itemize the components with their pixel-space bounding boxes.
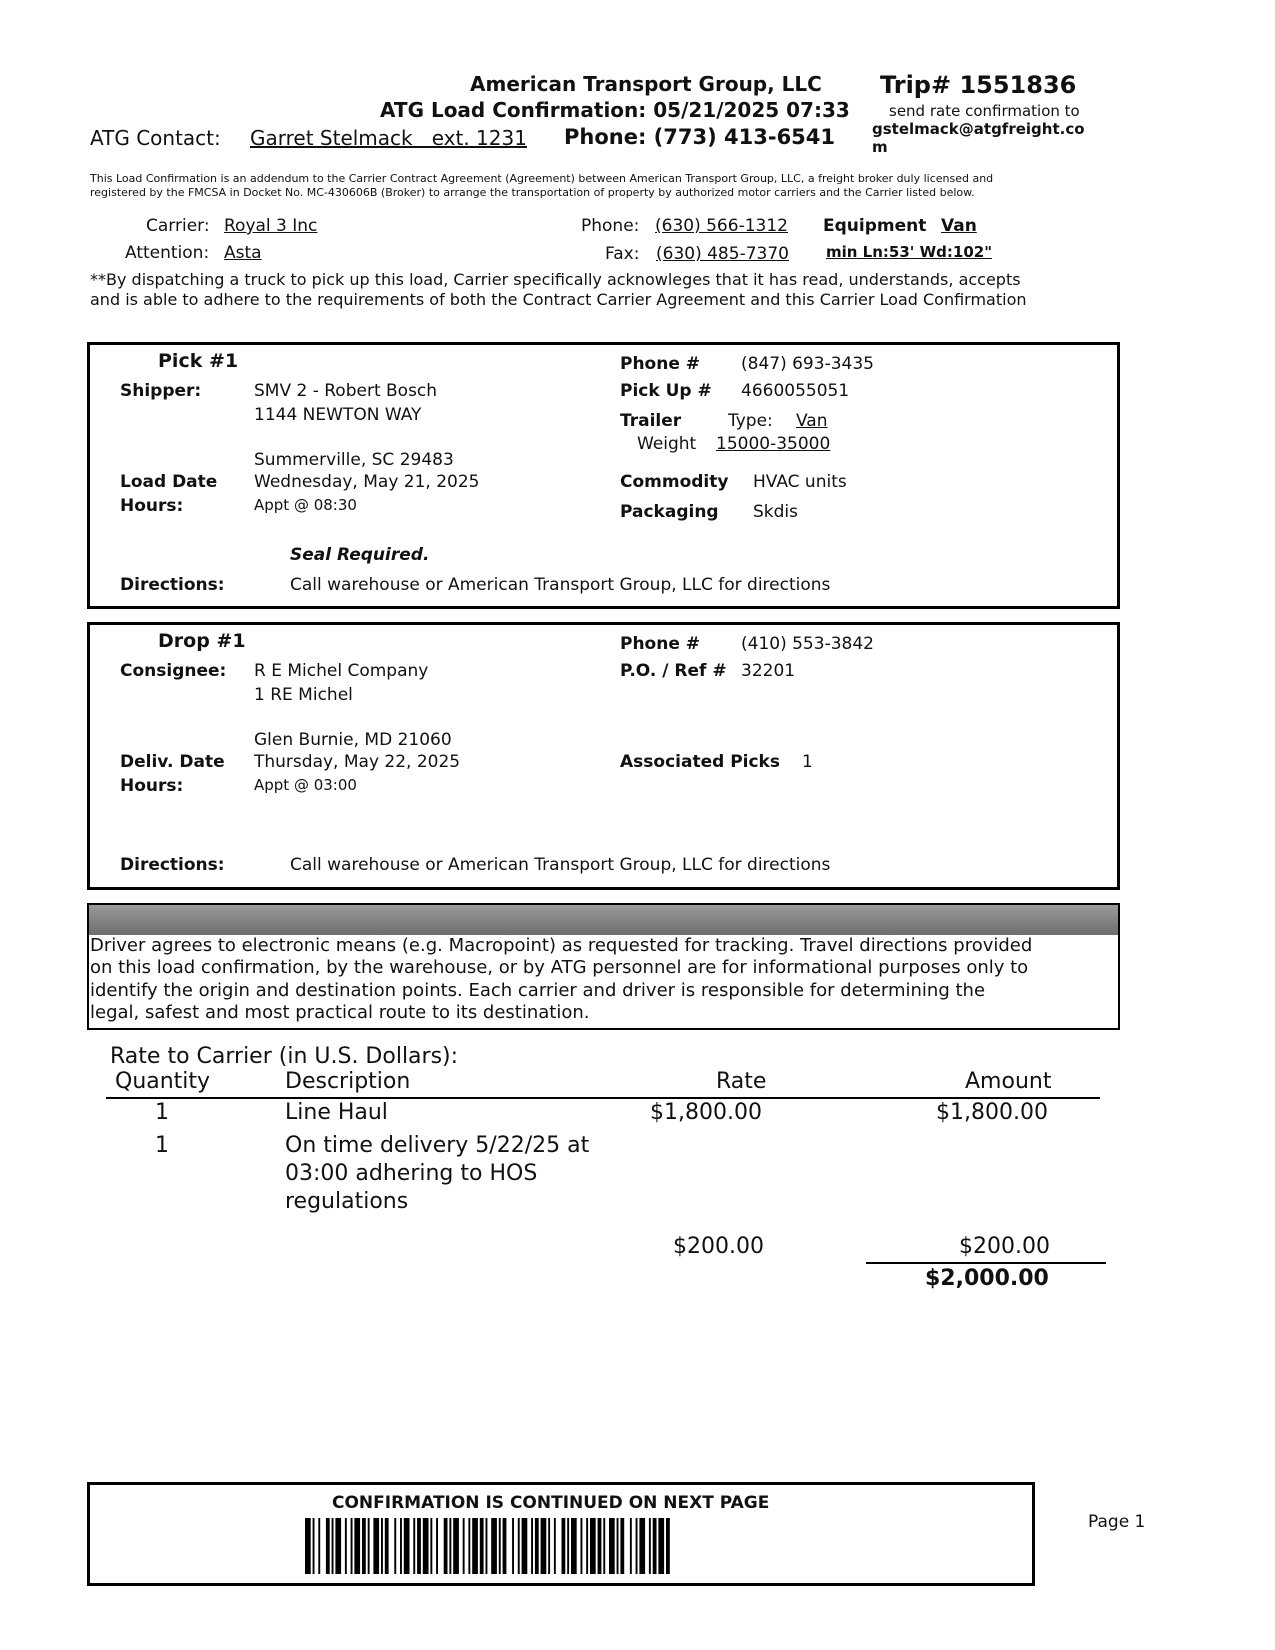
drop-phone-label: Phone # <box>620 634 701 654</box>
contact-email-line1[interactable]: gstelmack@atgfreight.co <box>872 120 1085 138</box>
consignee-label: Consignee: <box>120 661 227 681</box>
continued-notice: CONFIRMATION IS CONTINUED ON NEXT PAGE <box>332 1493 770 1513</box>
po-ref-value: 32201 <box>741 661 796 681</box>
dispatch-notice-line2: and is able to adhere to the requirements of both the Contract Carrier Agreement and this Carrier Load Confirmation <box>90 290 1027 309</box>
drop-directions-value: Call warehouse or American Transport Group, LLC for directions <box>290 855 831 875</box>
barcode-icon <box>305 1518 815 1574</box>
weight-label: Weight <box>637 434 697 454</box>
packaging-value: Skdis <box>753 502 799 522</box>
disclaimer-line2: registered by the FMCSA in Docket No. MC-430606B (Broker) to arrange the transportation of property by authorized motor carriers and the Carrier listed below. <box>90 186 975 199</box>
trailer-type-value: Van <box>796 411 828 431</box>
row1-desc: Line Haul <box>285 1100 388 1125</box>
attention-value: Asta <box>224 243 262 263</box>
commodity-value: HVAC units <box>753 472 847 492</box>
send-rate-label: send rate confirmation to <box>889 102 1080 120</box>
load-confirmation-date: ATG Load Confirmation: 05/21/2025 07:33 <box>380 98 850 122</box>
pickup-number-label: Pick Up # <box>620 381 712 401</box>
atg-contact-phone: Phone: (773) 413-6541 <box>564 125 836 149</box>
shipper-name: SMV 2 - Robert Bosch <box>254 381 438 401</box>
trailer-type-label: Type: <box>728 411 773 431</box>
attention-label: Attention: <box>125 243 210 263</box>
packaging-label: Packaging <box>620 502 719 522</box>
weight-value: 15000-35000 <box>716 434 831 454</box>
equipment-label: Equipment <box>823 216 927 236</box>
shipper-address: 1144 NEWTON WAY <box>254 405 422 425</box>
tracking-line4: legal, safest and most practical route to its destination. <box>90 1002 590 1023</box>
contact-email-line2: m <box>872 138 888 156</box>
col-quantity: Quantity <box>115 1069 211 1094</box>
shipper-label: Shipper: <box>120 381 202 401</box>
consignee-address: 1 RE Michel <box>254 685 353 705</box>
carrier-phone-label: Phone: <box>581 216 640 236</box>
pick-hours-value: Appt @ 08:30 <box>254 496 357 514</box>
drop-hours-label: Hours: <box>120 776 184 796</box>
rate-total: $2,000.00 <box>925 1266 1049 1291</box>
carrier-fax: (630) 485-7370 <box>656 244 789 264</box>
drop-title: Drop #1 <box>158 630 246 652</box>
equipment-value: Van <box>941 216 977 236</box>
po-ref-label: P.O. / Ref # <box>620 661 727 681</box>
tracking-line3: identify the origin and destination points. Each carrier and driver is responsible for determining the <box>90 980 986 1001</box>
col-rate: Rate <box>716 1069 767 1094</box>
row2-desc-line2: 03:00 adhering to HOS <box>285 1161 538 1186</box>
row1-rate: $1,800.00 <box>650 1100 762 1125</box>
row1-amount: $1,800.00 <box>936 1100 1048 1125</box>
carrier-label: Carrier: <box>146 216 210 236</box>
dispatch-notice-line1: **By dispatching a truck to pick up this load, Carrier specifically acknowleges that it has read, understands, accepts <box>90 270 1021 289</box>
row2-desc-line1: On time delivery 5/22/25 at <box>285 1133 590 1158</box>
deliv-date-label: Deliv. Date <box>120 752 225 772</box>
pick-directions-label: Directions: <box>120 575 225 595</box>
company-name: American Transport Group, LLC <box>470 72 822 96</box>
consignee-name: R E Michel Company <box>254 661 429 681</box>
pickup-number-value: 4660055051 <box>741 381 850 401</box>
drop-section <box>87 622 1120 890</box>
commodity-label: Commodity <box>620 472 729 492</box>
pick-section <box>87 342 1120 609</box>
tracking-line2: on this load confirmation, by the warehouse, or by ATG personnel are for informational purposes only to <box>90 957 1029 978</box>
consignee-city: Glen Burnie, MD 21060 <box>254 730 452 750</box>
atg-contact-name: Garret Stelmack ext. 1231 <box>250 126 527 150</box>
carrier-phone: (630) 566-1312 <box>655 216 788 236</box>
drop-hours-value: Appt @ 03:00 <box>254 776 357 794</box>
carrier-fax-label: Fax: <box>605 244 640 264</box>
equipment-dimensions: min Ln:53' Wd:102" <box>826 243 993 261</box>
load-date-value: Wednesday, May 21, 2025 <box>254 472 480 492</box>
carrier-name: Royal 3 Inc <box>224 216 318 236</box>
col-description: Description <box>285 1069 411 1094</box>
shipper-city: Summerville, SC 29483 <box>254 450 454 470</box>
page-number: Page 1 <box>1088 1512 1146 1532</box>
drop-directions-label: Directions: <box>120 855 225 875</box>
pick-phone-value: (847) 693-3435 <box>741 354 874 374</box>
associated-picks-value: 1 <box>802 752 813 772</box>
trip-number: Trip# 1551836 <box>880 71 1077 99</box>
pick-hours-label: Hours: <box>120 496 184 516</box>
tracking-line1: Driver agrees to electronic means (e.g. Macropoint) as requested for tracking. Travel directions provided <box>90 935 1033 956</box>
col-amount: Amount <box>965 1069 1052 1094</box>
atg-contact-label: ATG Contact: <box>90 126 221 150</box>
pick-phone-label: Phone # <box>620 354 701 374</box>
rate-header-rule <box>106 1097 1100 1099</box>
associated-picks-label: Associated Picks <box>620 752 780 772</box>
rate-title: Rate to Carrier (in U.S. Dollars): <box>110 1044 459 1069</box>
total-rule <box>866 1262 1106 1264</box>
seal-required: Seal Required. <box>290 545 430 565</box>
row2-qty: 1 <box>155 1133 169 1158</box>
row2-amount: $200.00 <box>959 1234 1050 1259</box>
disclaimer-line1: This Load Confirmation is an addendum to the Carrier Contract Agreement (Agreement) between American Transport Group, LLC, a freight broker duly licensed and <box>90 172 994 185</box>
drop-phone-value: (410) 553-3842 <box>741 634 874 654</box>
trailer-label: Trailer <box>620 411 682 431</box>
row1-qty: 1 <box>155 1100 169 1125</box>
deliv-date-value: Thursday, May 22, 2025 <box>254 752 461 772</box>
pick-title: Pick #1 <box>158 350 239 372</box>
pick-directions-value: Call warehouse or American Transport Group, LLC for directions <box>290 575 831 595</box>
row2-desc-line3: regulations <box>285 1189 409 1214</box>
load-date-label: Load Date <box>120 472 218 492</box>
row2-rate: $200.00 <box>673 1234 764 1259</box>
tracking-notice-header-bar <box>89 905 1118 935</box>
